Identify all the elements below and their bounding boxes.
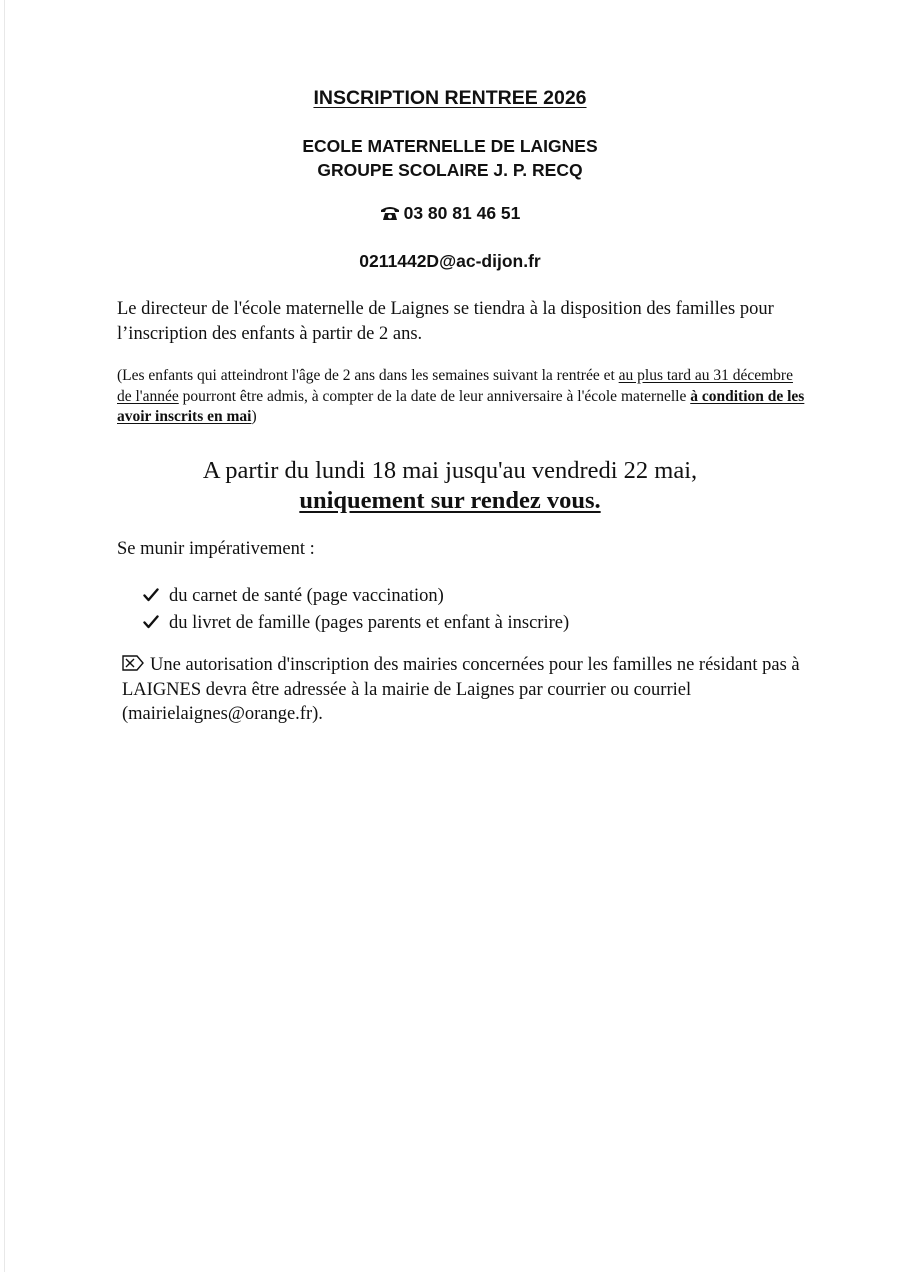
intro-paragraph: Le directeur de l'école maternelle de Laignes se tiendra à la disposition des familles pour l’inscription des enfants à partir de 2 ans. — [117, 299, 774, 344]
document-title: INSCRIPTION RENTREE 2026 — [313, 87, 587, 109]
list-item-text: du carnet de santé (page vaccination) — [169, 586, 444, 606]
authorization-paragraph — [122, 653, 822, 727]
requirements-list — [143, 586, 743, 640]
school-name: ECOLE MATERNELLE DE LAIGNES — [302, 136, 598, 156]
list-item — [143, 586, 743, 613]
registration-dates — [0, 456, 900, 516]
note-text-3: ) — [251, 408, 257, 425]
requirements-heading: Se munir impérativement : — [117, 539, 315, 559]
age-note — [117, 366, 807, 428]
x-box-icon — [122, 655, 144, 671]
list-item-text: du livret de famille (pages parents et enfant à inscrire) — [169, 613, 570, 633]
phone-number: 03 80 81 46 51 — [403, 203, 521, 223]
dates-line: A partir du lundi 18 mai jusqu'au vendredi 22 mai, — [202, 457, 698, 484]
note-condition: à condition de les avoir inscrits en mai — [117, 387, 805, 425]
school-email: 0211442D@ac-dijon.fr — [359, 251, 541, 271]
school-group: GROUPE SCOLAIRE J. P. RECQ — [317, 160, 583, 180]
list-item — [143, 613, 743, 640]
phone-line — [0, 203, 900, 224]
authorization-text: Une autorisation d'inscription des mairies concernées pour les familles ne résidant pas à LAIGNES devra être adressée à la mairie de Laignes par courrier ou courriel (mairielaignes@orange.fr). — [122, 655, 800, 724]
page-edge — [4, 0, 5, 1272]
note-text-2: pourront être admis, à compter de la date de leur anniversaire à l'école maternelle — [178, 387, 691, 405]
telephone-icon — [380, 205, 400, 221]
appointment-only: uniquement sur rendez vous. — [299, 487, 601, 514]
note-deadline: au plus tard au 31 décembre de l'année — [117, 367, 793, 405]
note-text-1: (Les enfants qui atteindront l'âge de 2 ans dans les semaines suivant la rentrée et — [117, 367, 619, 384]
checkmark-icon — [143, 587, 159, 603]
checkmark-icon — [143, 614, 159, 630]
